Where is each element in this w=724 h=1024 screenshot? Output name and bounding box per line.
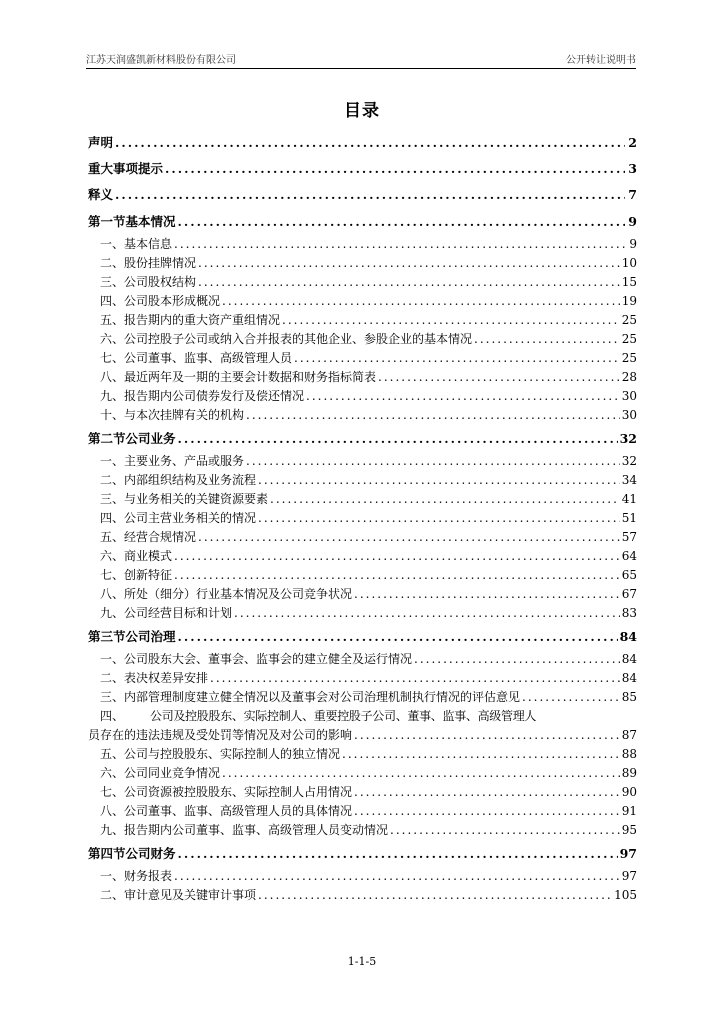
toc-item-label: 公司股本形成概况 <box>124 294 221 308</box>
toc-item-number: 四、 <box>100 294 125 308</box>
toc-item-label: 公司股权结构 <box>124 275 197 289</box>
toc-item[interactable] <box>88 471 637 490</box>
toc-section-label: 公司治理 <box>125 629 176 644</box>
toc-item[interactable] <box>88 292 637 311</box>
toc-item-number: 五、 <box>100 747 125 761</box>
toc-item-number: 七、 <box>100 568 125 582</box>
toc-item-page: 32 <box>621 454 637 468</box>
dot-leader <box>210 669 620 688</box>
toc-item-number: 二、 <box>100 473 125 487</box>
toc-item-number: 四、 <box>100 709 125 723</box>
toc-section[interactable] <box>88 623 637 650</box>
toc-item[interactable] <box>88 311 637 330</box>
toc-item[interactable] <box>88 650 637 669</box>
toc-item-number: 六、 <box>100 766 125 780</box>
toc-item-number: 六、 <box>100 549 125 563</box>
dot-leader <box>178 208 625 235</box>
toc-item-label: 公司同业竞争情况 <box>124 766 221 780</box>
toc-item[interactable] <box>88 330 637 349</box>
toc-item-number: 一、 <box>100 869 125 883</box>
toc-item-page: 10 <box>621 256 637 270</box>
toc-item-number: 五、 <box>100 530 125 544</box>
toc-item-number: 三、 <box>100 275 125 289</box>
toc-item[interactable] <box>88 886 637 905</box>
toc-item-page: 85 <box>621 690 637 704</box>
toc-item-label: 公司董事、监事、高级管理人员 <box>124 351 293 365</box>
table-of-contents <box>88 130 637 905</box>
dot-leader <box>270 490 620 509</box>
toc-item-label: 基本信息 <box>124 237 173 251</box>
dot-leader <box>354 585 620 604</box>
dot-leader <box>178 425 618 452</box>
toc-item-label: 报告期内公司债券发行及偿还情况 <box>124 389 305 403</box>
dot-leader <box>282 311 620 330</box>
toc-item-number: 八、 <box>100 370 125 384</box>
toc-item-page: 89 <box>621 766 637 780</box>
toc-item[interactable] <box>88 669 637 688</box>
toc-item-page: 83 <box>621 606 637 620</box>
toc-item[interactable] <box>88 707 637 726</box>
dot-leader <box>474 330 620 349</box>
toc-item-page: 57 <box>621 530 637 544</box>
dot-leader <box>115 182 625 208</box>
toc-item[interactable] <box>88 783 637 802</box>
toc-item[interactable] <box>88 273 637 292</box>
toc-item-page: 65 <box>621 568 637 582</box>
toc-entry[interactable] <box>88 182 637 208</box>
toc-entry-page: 3 <box>628 161 637 176</box>
toc-section[interactable] <box>88 425 637 452</box>
toc-item[interactable] <box>88 349 637 368</box>
toc-section-number: 第二节 <box>88 431 126 446</box>
header-rule <box>86 68 636 69</box>
page-footer: 1-1-5 <box>347 955 377 968</box>
dot-leader <box>165 156 625 182</box>
toc-item-label: 最近两年及一期的主要会计数据和财务指标简表 <box>124 370 377 384</box>
dot-leader <box>258 509 620 528</box>
toc-item-label: 公司及控股股东、实际控制人、重要控股子公司、董事、监事、高级管理人 <box>150 709 537 723</box>
toc-item-label: 公司主营业务相关的情况 <box>124 511 257 525</box>
toc-item-page: 87 <box>621 728 637 742</box>
toc-item-page: 67 <box>621 587 637 601</box>
toc-section-number: 第一节 <box>88 214 126 229</box>
dot-leader <box>198 528 620 547</box>
toc-section-page: 9 <box>628 214 637 229</box>
toc-item-number: 八、 <box>100 587 125 601</box>
toc-section-label: 基本情况 <box>125 214 176 229</box>
dot-leader <box>258 886 612 905</box>
toc-item-page: 84 <box>621 652 637 666</box>
dot-leader <box>378 368 620 387</box>
toc-item-number: 九、 <box>100 823 125 837</box>
toc-item[interactable] <box>88 490 637 509</box>
dot-leader <box>174 867 620 886</box>
toc-item-page: 84 <box>621 671 637 685</box>
toc-item-number: 二、 <box>100 256 125 270</box>
toc-item[interactable] <box>88 528 637 547</box>
toc-item-page: 41 <box>621 492 637 506</box>
toc-section[interactable] <box>88 840 637 867</box>
toc-item-label: 创新特征 <box>124 568 173 582</box>
toc-item-label: 股份挂牌情况 <box>124 256 197 270</box>
toc-entry-page: 2 <box>628 135 637 150</box>
toc-item-number: 三、 <box>100 690 125 704</box>
toc-section-number: 第三节 <box>88 629 126 644</box>
toc-item[interactable] <box>88 821 637 840</box>
toc-item-number: 九、 <box>100 389 125 403</box>
toc-item-number: 三、 <box>100 492 125 506</box>
toc-item-page: 97 <box>621 869 637 883</box>
toc-item[interactable] <box>88 802 637 821</box>
toc-item-label: 公司与控股股东、实际控制人的独立情况 <box>124 747 341 761</box>
dot-leader <box>198 273 620 292</box>
dot-leader <box>178 623 618 650</box>
toc-item-page: 90 <box>621 785 637 799</box>
toc-item-label: 表决权差异安排 <box>124 671 209 685</box>
dot-leader <box>354 783 620 802</box>
toc-entry[interactable] <box>88 130 637 156</box>
dot-leader <box>522 688 620 707</box>
toc-item-page: 30 <box>621 389 637 403</box>
toc-item-number: 二、 <box>100 888 125 902</box>
toc-item-label: 报告期内的重大资产重组情况 <box>124 313 281 327</box>
toc-item[interactable] <box>88 745 637 764</box>
toc-section[interactable] <box>88 208 637 235</box>
dot-leader <box>222 292 620 311</box>
toc-item-label-cont: 员存在的违法违规及受处罚等情况及对公司的影响 <box>88 728 353 742</box>
toc-item-number: 六、 <box>100 332 125 346</box>
toc-item-label: 内部组织结构及业务流程 <box>124 473 257 487</box>
toc-item-page: 25 <box>621 313 637 327</box>
toc-section-label: 公司业务 <box>125 431 176 446</box>
toc-item-label: 所处（细分）行业基本情况及公司竞争状况 <box>124 587 353 601</box>
dot-leader <box>222 764 620 783</box>
toc-item-page: 25 <box>621 351 637 365</box>
dot-leader <box>174 547 620 566</box>
toc-item-number: 四、 <box>100 511 125 525</box>
toc-item[interactable] <box>88 585 637 604</box>
toc-item[interactable] <box>88 566 637 585</box>
header-company: 江苏天润盛凯新材料股份有限公司 <box>86 55 236 66</box>
toc-item-number: 一、 <box>100 454 125 468</box>
toc-item-page: 34 <box>621 473 637 487</box>
header-doc-type: 公开转让说明书 <box>566 55 636 66</box>
toc-section-label: 公司财务 <box>125 846 176 861</box>
toc-section-page: 97 <box>619 846 637 861</box>
toc-item[interactable] <box>88 368 637 387</box>
toc-item[interactable] <box>88 406 637 425</box>
dot-leader <box>258 471 620 490</box>
toc-item-label: 与业务相关的关键资源要素 <box>124 492 269 506</box>
toc-item-page: 88 <box>621 747 637 761</box>
toc-item-number: 十、 <box>100 408 125 422</box>
dot-leader <box>234 604 620 623</box>
dot-leader <box>306 387 620 406</box>
toc-item[interactable] <box>88 387 637 406</box>
toc-item-page: 19 <box>621 294 637 308</box>
dot-leader <box>198 254 620 273</box>
toc-item-number: 一、 <box>100 237 125 251</box>
page-header <box>86 50 636 66</box>
toc-item-number: 一、 <box>100 652 125 666</box>
toc-entry[interactable] <box>88 156 637 182</box>
toc-item-page: 105 <box>614 888 637 902</box>
toc-item-label: 报告期内公司董事、监事、高级管理人员变动情况 <box>124 823 389 837</box>
dot-leader <box>354 726 620 745</box>
dot-leader <box>115 130 625 156</box>
toc-item-continued[interactable] <box>88 726 637 745</box>
toc-entry-label: 重大事项提示 <box>88 161 164 176</box>
toc-item-number: 七、 <box>100 351 125 365</box>
toc-item-number: 七、 <box>100 785 125 799</box>
toc-item-page: 15 <box>621 275 637 289</box>
toc-item-label: 与本次挂牌有关的机构 <box>124 408 245 422</box>
toc-item-label: 公司股东大会、董事会、监事会的建立健全及运行情况 <box>124 652 413 666</box>
toc-item-label: 主要业务、产品或服务 <box>124 454 245 468</box>
dot-leader <box>294 349 620 368</box>
toc-item-label: 财务报表 <box>124 869 173 883</box>
toc-item-number: 八、 <box>100 804 125 818</box>
toc-entry-page: 7 <box>628 187 637 202</box>
toc-item-page: 95 <box>621 823 637 837</box>
dot-leader <box>178 840 618 867</box>
toc-item-label: 商业模式 <box>124 549 173 563</box>
toc-section-page: 84 <box>619 629 637 644</box>
dot-leader <box>174 235 625 254</box>
toc-item-page: 30 <box>621 408 637 422</box>
page-title: 目录 <box>344 101 380 121</box>
toc-item-page: 28 <box>621 370 637 384</box>
toc-entry-label: 释义 <box>88 187 114 202</box>
toc-item[interactable] <box>88 452 637 471</box>
toc-item[interactable] <box>88 604 637 623</box>
dot-leader <box>414 650 620 669</box>
toc-item-label: 公司资源被控股股东、实际控制人占用情况 <box>124 785 353 799</box>
toc-item-label: 审计意见及关键审计事项 <box>124 888 257 902</box>
toc-entry-label: 声明 <box>88 135 114 150</box>
toc-item[interactable] <box>88 764 637 783</box>
toc-section-number: 第四节 <box>88 846 126 861</box>
toc-item-page: 9 <box>629 237 637 251</box>
toc-item-label: 公司经营目标和计划 <box>124 606 233 620</box>
toc-item-page: 64 <box>621 549 637 563</box>
toc-item[interactable] <box>88 547 637 566</box>
toc-section-page: 32 <box>619 431 637 446</box>
toc-item-number: 九、 <box>100 606 125 620</box>
toc-item[interactable] <box>88 867 637 886</box>
toc-item-number: 五、 <box>100 313 125 327</box>
toc-item[interactable] <box>88 254 637 273</box>
toc-item-page: 51 <box>621 511 637 525</box>
toc-item[interactable] <box>88 235 637 254</box>
toc-item[interactable] <box>88 509 637 528</box>
toc-item-label: 经营合规情况 <box>124 530 197 544</box>
dot-leader <box>342 745 620 764</box>
dot-leader <box>174 566 620 585</box>
toc-item-number: 二、 <box>100 671 125 685</box>
dot-leader <box>246 406 620 425</box>
toc-item-label: 内部管理制度建立健全情况以及董事会对公司治理机制执行情况的评估意见 <box>124 690 521 704</box>
dot-leader <box>354 802 620 821</box>
toc-item-page: 91 <box>621 804 637 818</box>
toc-item-page: 25 <box>621 332 637 346</box>
dot-leader <box>246 452 620 471</box>
toc-item-label: 公司控股子公司或纳入合并报表的其他企业、参股企业的基本情况 <box>124 332 473 346</box>
dot-leader <box>390 821 620 840</box>
toc-item-label: 公司董事、监事、高级管理人员的具体情况 <box>124 804 353 818</box>
toc-item[interactable] <box>88 688 637 707</box>
